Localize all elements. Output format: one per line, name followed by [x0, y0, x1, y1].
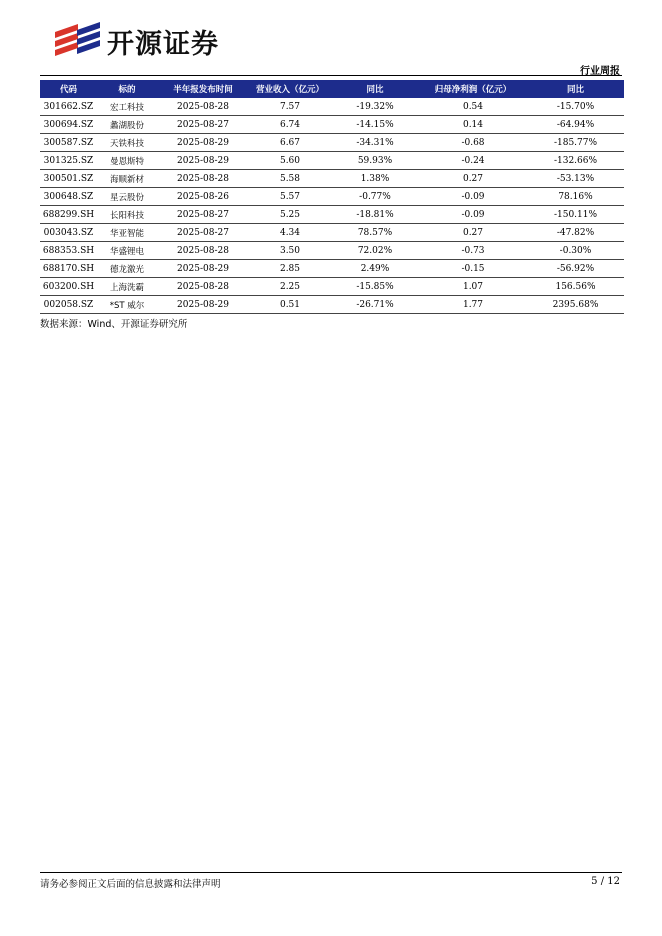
table-cell: 688170.SH — [40, 260, 97, 278]
table-body — [40, 98, 624, 314]
table-cell: 0.27 — [419, 224, 527, 242]
table-row — [40, 206, 624, 224]
table-cell: -185.77% — [527, 134, 624, 152]
table-row — [40, 152, 624, 170]
table-cell: 0.51 — [249, 296, 331, 314]
table-header-row — [40, 80, 624, 98]
table-cell: 0.54 — [419, 98, 527, 116]
table-cell: -0.09 — [419, 188, 527, 206]
table-row — [40, 134, 624, 152]
table-cell: 0.27 — [419, 170, 527, 188]
table-cell: 5.60 — [249, 152, 331, 170]
table-cell: 2.85 — [249, 260, 331, 278]
table-row — [40, 260, 624, 278]
table-cell: -47.82% — [527, 224, 624, 242]
table-cell: 59.93% — [331, 152, 419, 170]
table-cell: 5.57 — [249, 188, 331, 206]
table-cell: 003043.SZ — [40, 224, 97, 242]
table-cell: 2395.68% — [527, 296, 624, 314]
table-cell: 2025-08-29 — [157, 134, 249, 152]
table-cell: -15.85% — [331, 278, 419, 296]
table-cell: -132.66% — [527, 152, 624, 170]
table-cell: 300694.SZ — [40, 116, 97, 134]
table-cell: 2025-08-29 — [157, 152, 249, 170]
report-type-label: 行业周报 — [580, 66, 620, 77]
table-cell: -53.13% — [527, 170, 624, 188]
table-cell: 300501.SZ — [40, 170, 97, 188]
table-cell: 华盛锂电 — [97, 242, 157, 260]
table-cell: 2025-08-27 — [157, 224, 249, 242]
table-cell: 2.25 — [249, 278, 331, 296]
table-cell: 78.16% — [527, 188, 624, 206]
table-cell: 7.57 — [249, 98, 331, 116]
table-cell: 300648.SZ — [40, 188, 97, 206]
table-cell: 3.50 — [249, 242, 331, 260]
table-cell: 2025-08-28 — [157, 170, 249, 188]
table-cell: 72.02% — [331, 242, 419, 260]
table-cell: 301325.SZ — [40, 152, 97, 170]
table-cell: 2025-08-28 — [157, 278, 249, 296]
column-header: 归母净利润（亿元） — [419, 80, 527, 98]
page-number: 5 / 12 — [591, 876, 620, 887]
table-cell: -26.71% — [331, 296, 419, 314]
table-cell: 78.57% — [331, 224, 419, 242]
table-cell: 5.58 — [249, 170, 331, 188]
table-cell: 天铁科技 — [97, 134, 157, 152]
table-cell: 6.74 — [249, 116, 331, 134]
table-cell: -15.70% — [527, 98, 624, 116]
table-row — [40, 224, 624, 242]
table-cell: 2025-08-29 — [157, 260, 249, 278]
table-cell: *ST 威尔 — [97, 296, 157, 314]
column-header: 标的 — [97, 80, 157, 98]
table-row — [40, 188, 624, 206]
table-cell: 宏工科技 — [97, 98, 157, 116]
table-cell: 1.38% — [331, 170, 419, 188]
table-cell: -14.15% — [331, 116, 419, 134]
table-cell: 2.49% — [331, 260, 419, 278]
column-header: 代码 — [40, 80, 97, 98]
table-cell: -0.77% — [331, 188, 419, 206]
table-cell: 301662.SZ — [40, 98, 97, 116]
table-cell: 688353.SH — [40, 242, 97, 260]
company-name: 开源证券 — [107, 29, 219, 60]
table-cell: 蠡湖股份 — [97, 116, 157, 134]
legal-disclaimer: 请务必参阅正文后面的信息披露和法律声明 — [40, 879, 221, 890]
column-header: 营业收入（亿元） — [249, 80, 331, 98]
table-cell: -56.92% — [527, 260, 624, 278]
table-row — [40, 242, 624, 260]
table-cell: -19.32% — [331, 98, 419, 116]
table-cell: -0.68 — [419, 134, 527, 152]
table-cell: -0.15 — [419, 260, 527, 278]
table-cell: 长阳科技 — [97, 206, 157, 224]
table-cell: 1.77 — [419, 296, 527, 314]
table-row — [40, 170, 624, 188]
table-cell: -0.09 — [419, 206, 527, 224]
table-cell: 曼恩斯特 — [97, 152, 157, 170]
table-cell: 2025-08-29 — [157, 296, 249, 314]
table-cell: 2025-08-28 — [157, 98, 249, 116]
table-cell: 2025-08-27 — [157, 206, 249, 224]
table-cell: 002058.SZ — [40, 296, 97, 314]
table-cell: 6.67 — [249, 134, 331, 152]
table-cell: 2025-08-28 — [157, 242, 249, 260]
table-cell: -0.24 — [419, 152, 527, 170]
table-row — [40, 278, 624, 296]
column-header: 半年报发布时间 — [157, 80, 249, 98]
table-cell: -18.81% — [331, 206, 419, 224]
table-cell: -0.73 — [419, 242, 527, 260]
header-divider — [40, 75, 622, 76]
table-row — [40, 116, 624, 134]
table-cell: 1.07 — [419, 278, 527, 296]
table-cell: 2025-08-27 — [157, 116, 249, 134]
table-cell: 5.25 — [249, 206, 331, 224]
table-cell: 上海洗霸 — [97, 278, 157, 296]
table-cell: 2025-08-26 — [157, 188, 249, 206]
table-row — [40, 296, 624, 314]
table-cell: 4.34 — [249, 224, 331, 242]
table-cell: -150.11% — [527, 206, 624, 224]
earnings-table — [40, 80, 624, 314]
table-cell: 星云股份 — [97, 188, 157, 206]
table-cell: 0.14 — [419, 116, 527, 134]
table-cell: 156.56% — [527, 278, 624, 296]
column-header: 同比 — [527, 80, 624, 98]
table-cell: 603200.SH — [40, 278, 97, 296]
table-cell: -34.31% — [331, 134, 419, 152]
table-cell: 华亚智能 — [97, 224, 157, 242]
table-cell: -0.30% — [527, 242, 624, 260]
footer-divider — [40, 872, 622, 873]
table-row — [40, 98, 624, 116]
table-cell: 688299.SH — [40, 206, 97, 224]
table-cell: 德龙激光 — [97, 260, 157, 278]
table-cell: 海顺新材 — [97, 170, 157, 188]
data-source-note: 数据来源：Wind、开源证券研究所 — [40, 319, 188, 330]
table-cell: 300587.SZ — [40, 134, 97, 152]
table-cell: -64.94% — [527, 116, 624, 134]
column-header: 同比 — [331, 80, 419, 98]
